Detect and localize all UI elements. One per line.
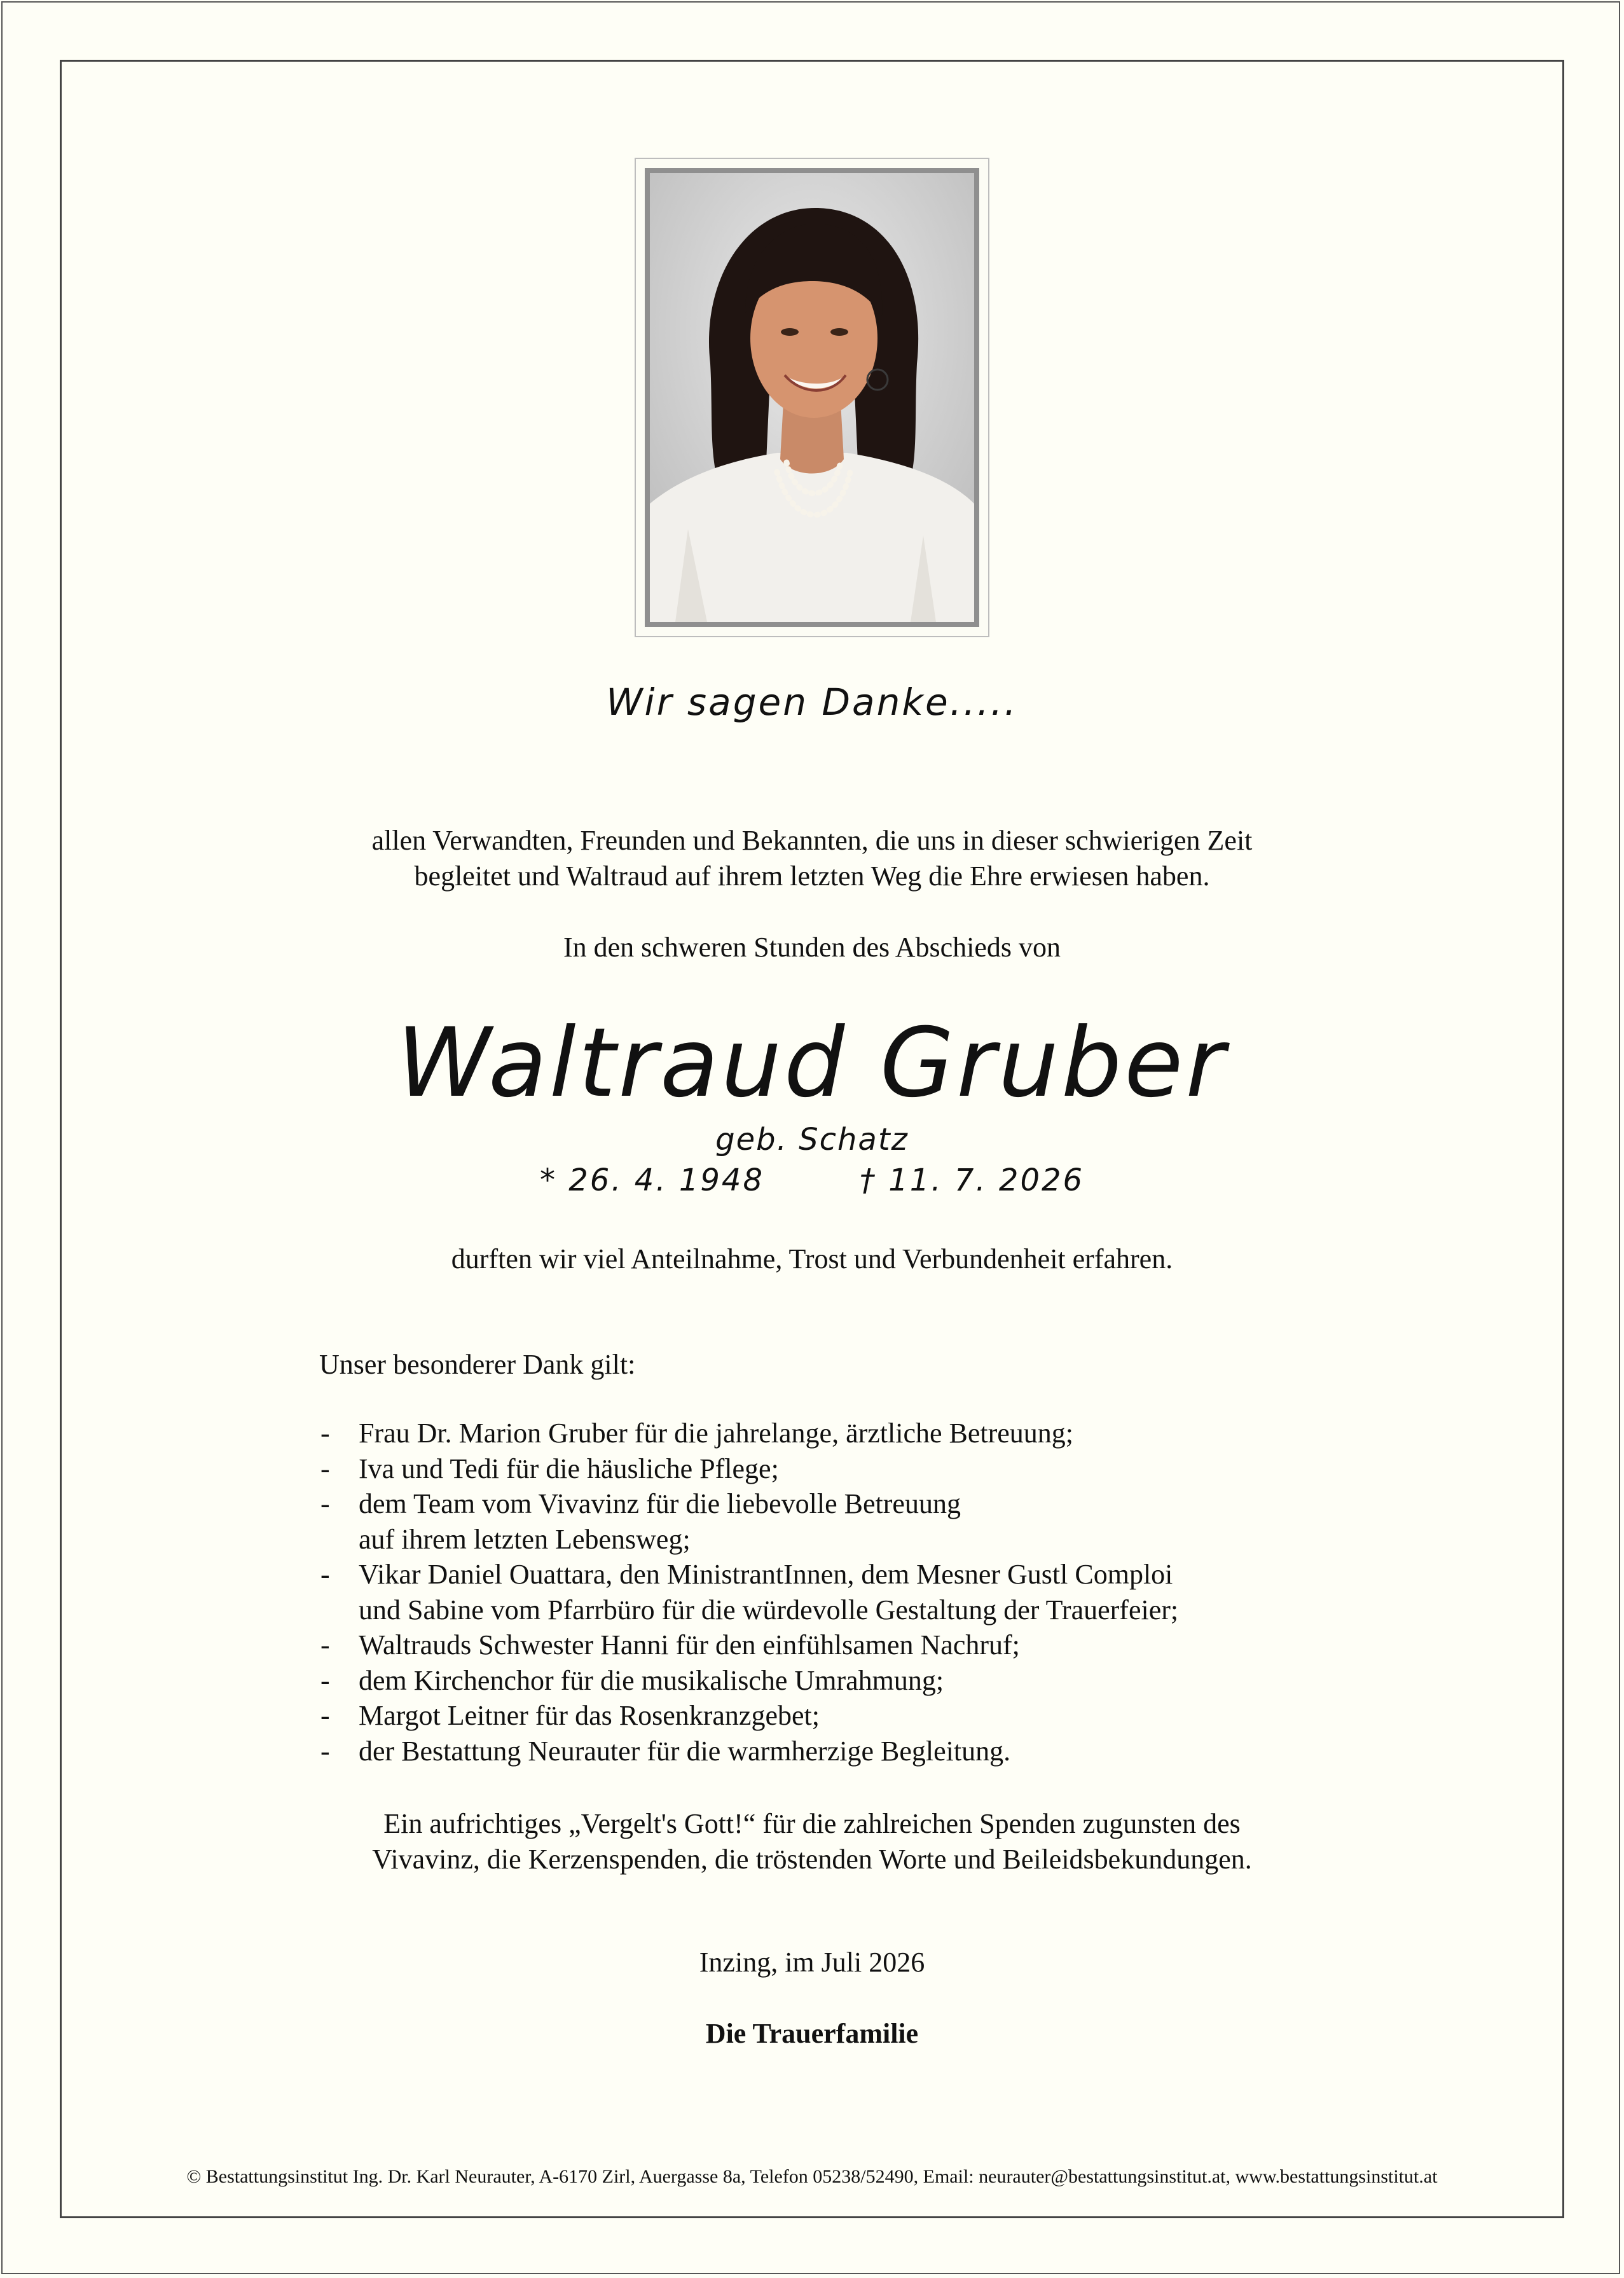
- deceased-name: Waltraud Gruber: [396, 1008, 1228, 1119]
- thanks-item-line: - der Bestattung Neurauter für die warmherzige Begleitung.: [359, 1735, 1011, 1767]
- birth-date: * 26. 4. 1948: [539, 1163, 764, 1198]
- thanks-item-line: - dem Team vom Vivavinz für die liebevolle Betreuung: [359, 1488, 961, 1519]
- closing-line-2: Vivavinz, die Kerzenspenden, die tröstenden Worte und Beileidsbekundungen.: [372, 1844, 1252, 1875]
- special-thanks-title: Unser besonderer Dank gilt:: [319, 1349, 636, 1380]
- thanks-item: [319, 1416, 1464, 1451]
- portrait-photo: [645, 168, 979, 627]
- sympathy-line: durften wir viel Anteilnahme, Trost und Verbundenheit erfahren.: [451, 1243, 1173, 1274]
- intro-line-2: begleitet und Waltraud auf ihrem letzten Weg die Ehre erwiesen haben.: [414, 860, 1210, 892]
- thanks-item: [319, 1663, 1464, 1699]
- thanks-item: [319, 1627, 1464, 1663]
- heading: Wir sagen Danke.....: [606, 680, 1018, 724]
- thanks-item-line: und Sabine vom Pfarrbüro für die würdevolle Gestaltung der Trauerfeier;: [359, 1594, 1179, 1626]
- thanks-item-line: - Waltrauds Schwester Hanni für den einfühlsamen Nachruf;: [359, 1629, 1020, 1660]
- thanks-item-line: - Vikar Daniel Ouattara, den MinistrantInnen, dem Mesner Gustl Comploi: [359, 1559, 1173, 1590]
- thanks-item: [319, 1698, 1464, 1734]
- thanks-item: [319, 1734, 1464, 1769]
- life-dates: [0, 1163, 1624, 1198]
- footer-imprint: © Bestattungsinstitut Ing. Dr. Karl Neurauter, A-6170 Zirl, Auergasse 8a, Telefon 05238/52490, Email: neurauter@bestattungsinstitut.at, www.bestattungsinstitut.at: [186, 2166, 1438, 2187]
- thanks-item-line: - Frau Dr. Marion Gruber für die jahrelange, ärztliche Betreuung;: [359, 1418, 1074, 1449]
- thanks-item: [319, 1451, 1464, 1487]
- thanks-item-line: - Iva und Tedi für die häusliche Pflege;: [359, 1453, 779, 1484]
- thanks-item: [319, 1557, 1464, 1627]
- intro-line-1: allen Verwandten, Freunden und Bekannten, die uns in dieser schwierigen Zeit: [371, 825, 1253, 856]
- thanks-item-line: - Margot Leitner für das Rosenkranzgebet;: [359, 1700, 820, 1731]
- death-date: † 11. 7. 2026: [860, 1163, 1085, 1198]
- thanks-list: [319, 1416, 1464, 1769]
- thanks-item: [319, 1486, 1464, 1557]
- farewell-line: In den schweren Stunden des Abschieds von: [563, 932, 1061, 963]
- maiden-name: geb. Schatz: [715, 1122, 909, 1157]
- portrait-image: [650, 173, 974, 622]
- thanks-item-line: - dem Kirchenchor für die musikalische Umrahmung;: [359, 1664, 944, 1696]
- place-date: Inzing, im Juli 2026: [699, 1947, 925, 1978]
- closing-line-1: Ein aufrichtiges „Vergelt's Gott!“ für die zahlreichen Spenden zugunsten des: [383, 1808, 1241, 1839]
- portrait-mat: [635, 158, 989, 637]
- signature: Die Trauerfamilie: [705, 2018, 919, 2049]
- thanks-item-line: auf ihrem letzten Lebensweg;: [359, 1523, 691, 1555]
